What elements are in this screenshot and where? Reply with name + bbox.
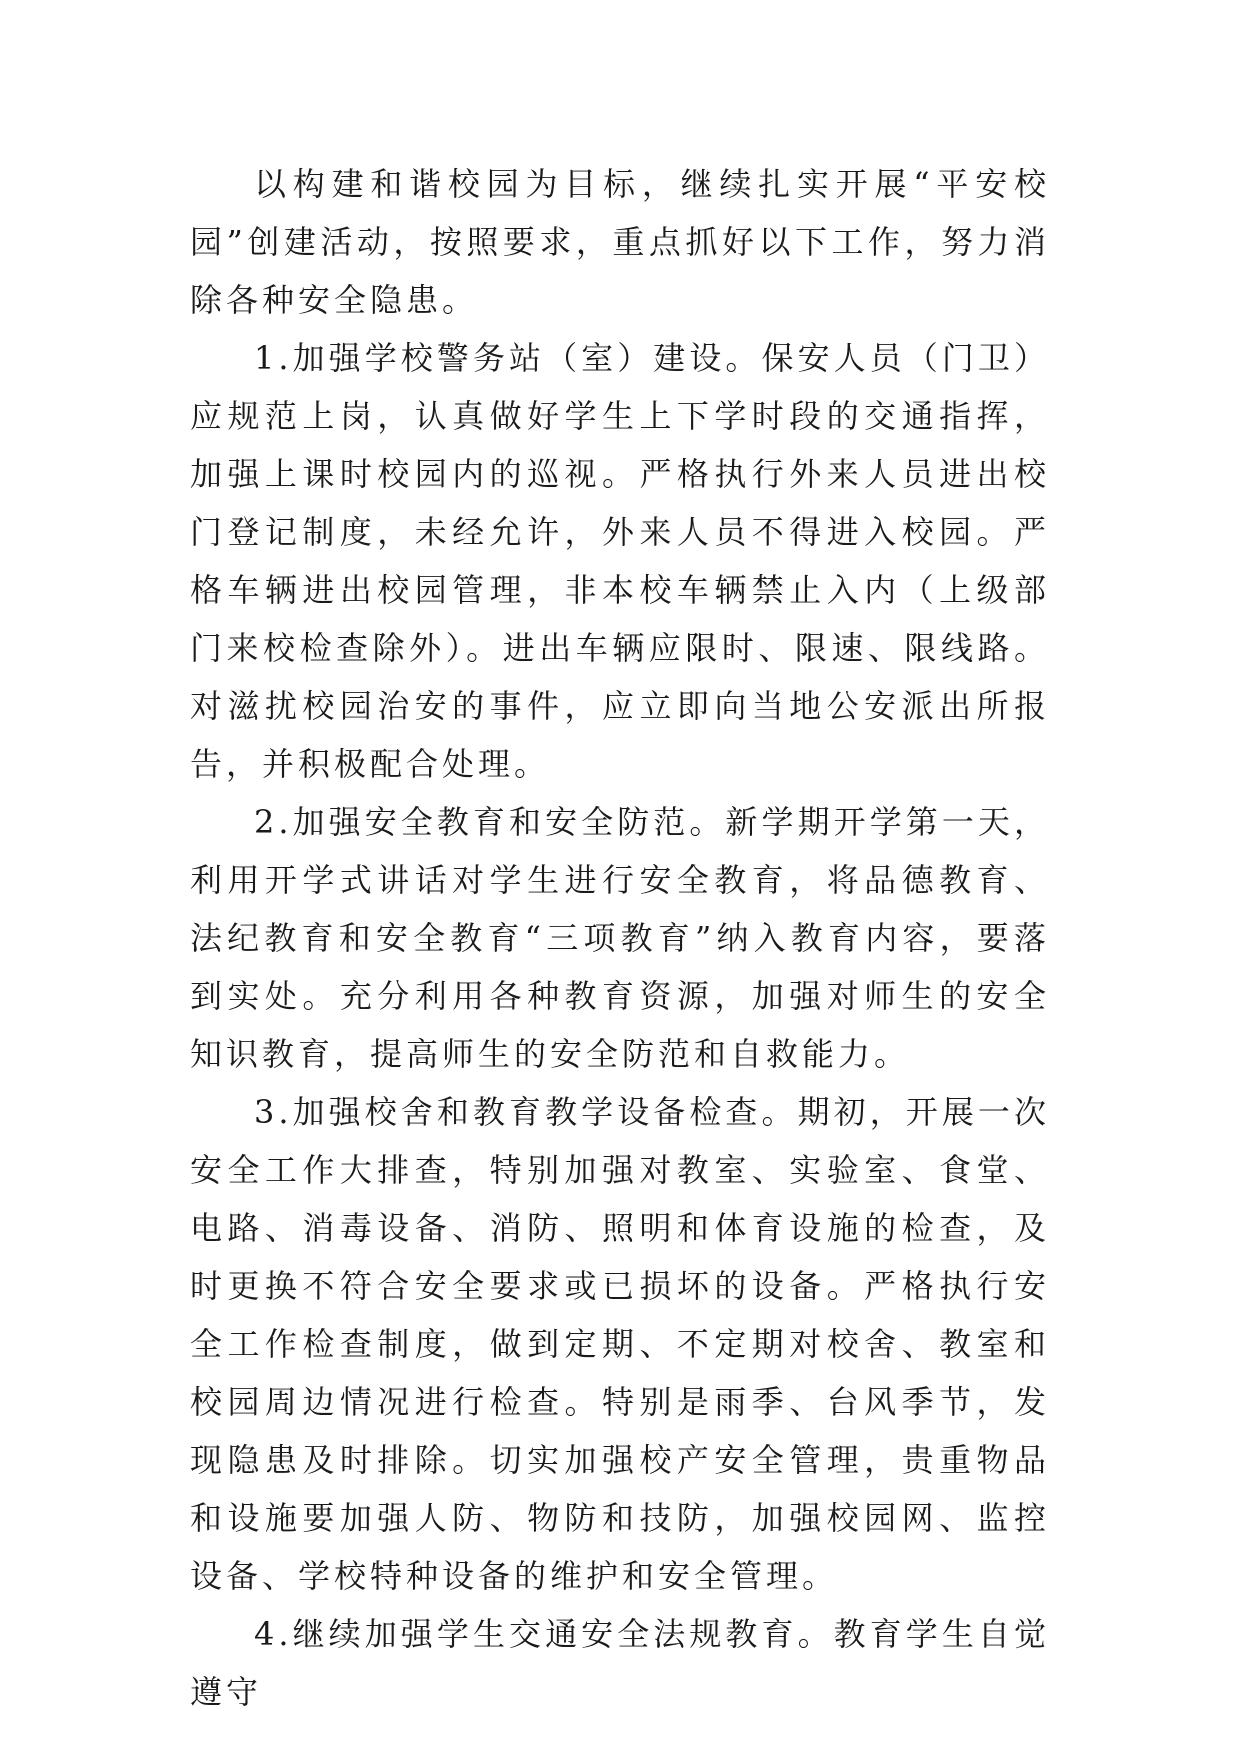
paragraph-item-3: 3.加强校舍和教育教学设备检查。期初，开展一次安全工作大排查，特别加强对教室、实验室、食堂、电路、消毒设备、消防、照明和体育设施的检查，及时更换不符合安全要求或已损坏的设备。严格执行安全工作检查制度，做到定期、不定期对校舍、教室和校园周边情况进行检查。特别是雨季、台风季节，发现隐患及时排除。切实加强校产安全管理，贵重物品和设施要加强人防、物防和技防，加强校园网、监控设备、学校特种设备的维护和安全管理。 [190, 1093, 1050, 1595]
paragraph-intro: 以构建和谐校园为目标，继续扎实开展“平安校园”创建活动，按照要求，重点抓好以下工作，努力消除各种安全隐患。 [190, 165, 1050, 319]
document-body [190, 155, 1050, 1721]
paragraph-item-4: 4.继续加强学生交通安全法规教育。教育学生自觉遵守 [190, 1615, 1050, 1711]
paragraph-item-1: 1.加强学校警务站（室）建设。保安人员（门卫）应规范上岗，认真做好学生上下学时段的交通指挥，加强上课时校园内的巡视。严格执行外来人员进出校门登记制度，未经允许，外来人员不得进入校园。严格车辆进出校园管理，非本校车辆禁止入内（上级部门来校检查除外）。进出车辆应限时、限速、限线路。对滋扰校园治安的事件，应立即向当地公安派出所报告，并积极配合处理。 [190, 339, 1050, 783]
paragraph-item-2: 2.加强安全教育和安全防范。新学期开学第一天，利用开学式讲话对学生进行安全教育，将品德教育、法纪教育和安全教育“三项教育”纳入教育内容，要落到实处。充分利用各种教育资源，加强对师生的安全知识教育，提高师生的安全防范和自救能力。 [190, 803, 1050, 1073]
